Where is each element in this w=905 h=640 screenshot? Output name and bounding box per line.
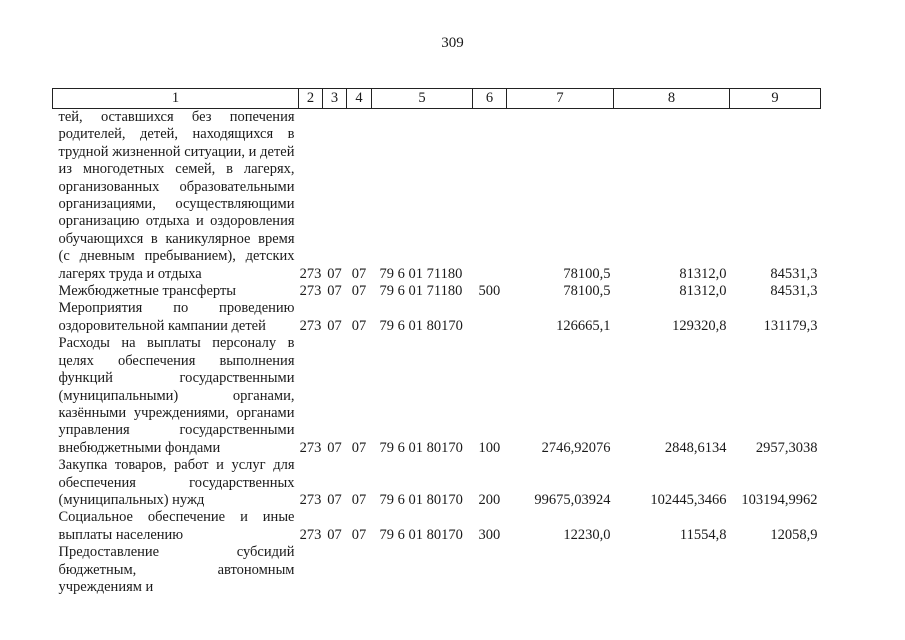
row-amount-year3: 84531,3 <box>770 265 818 282</box>
row-amount-year3: 103194,9962 <box>741 491 818 508</box>
row-grbs: 273 <box>299 283 322 300</box>
row-expense-type <box>473 300 507 335</box>
row-amount-year2: 81312,0 <box>679 283 727 300</box>
row-target-article <box>372 544 473 596</box>
row-grbs: 273 <box>299 317 322 334</box>
row-amount-year3: 12058,9 <box>770 526 818 543</box>
row-amount-year2: 102445,3466 <box>650 491 727 508</box>
row-amount-year1: 99675,03924 <box>534 491 611 508</box>
row-grbs: 273 <box>299 526 322 543</box>
row-amount-year1: 126665,1 <box>556 317 611 334</box>
table-row <box>53 544 821 596</box>
row-section <box>323 544 347 596</box>
column-header-4: 4 <box>347 89 372 109</box>
row-section: 07 <box>327 491 342 508</box>
table-row <box>53 109 821 284</box>
row-expense-type: 200 <box>478 491 501 508</box>
table-row <box>53 335 821 457</box>
row-expense-type: 500 <box>478 283 501 300</box>
column-header-5: 5 <box>372 89 473 109</box>
row-expense-type <box>473 109 507 284</box>
column-header-8: 8 <box>614 89 730 109</box>
row-amount-year2: 2848,6134 <box>664 439 727 456</box>
row-grbs: 273 <box>299 265 322 282</box>
row-target-article: 79 6 01 80170 <box>379 526 463 543</box>
row-subsection: 07 <box>351 526 367 543</box>
row-amount-year2 <box>614 544 730 596</box>
row-name: Расходы на выплаты персоналу в целях обеспечения выполнения функций государственными (муниципальными) органами, казёнными учреждениями, органами управления государственными внебюджетными фондами <box>58 335 295 456</box>
row-section: 07 <box>327 526 342 543</box>
page-number: 309 <box>441 35 464 51</box>
row-amount-year1 <box>507 544 614 596</box>
column-header-6: 6 <box>473 89 507 109</box>
row-name: Мероприятия по проведению оздоровительной кампании детей <box>58 300 295 334</box>
row-amount-year2: 11554,8 <box>679 526 727 543</box>
row-amount-year1: 78100,5 <box>563 265 611 282</box>
column-header-9: 9 <box>730 89 821 109</box>
row-expense-type: 300 <box>478 526 501 543</box>
row-grbs: 273 <box>299 439 322 456</box>
row-name: Межбюджетные трансферты <box>58 283 237 300</box>
row-subsection: 07 <box>351 283 367 300</box>
row-section: 07 <box>327 317 342 334</box>
table-row <box>53 283 821 300</box>
row-amount-year2: 81312,0 <box>679 265 727 282</box>
row-amount-year3: 2957,3038 <box>755 439 818 456</box>
row-section: 07 <box>327 265 342 282</box>
row-amount-year3 <box>730 544 821 596</box>
row-amount-year2: 129320,8 <box>672 317 727 334</box>
row-target-article: 79 6 01 80170 <box>379 491 463 508</box>
row-subsection: 07 <box>351 265 367 282</box>
row-subsection <box>347 544 372 596</box>
header-row <box>53 89 821 109</box>
row-subsection: 07 <box>351 439 367 456</box>
row-subsection: 07 <box>351 491 367 508</box>
row-subsection: 07 <box>351 317 367 334</box>
table-row <box>53 457 821 509</box>
row-expense-type <box>473 544 507 596</box>
row-name: Закупка товаров, работ и услуг для обеспечения государственных (муниципальных) нужд <box>58 457 295 508</box>
row-amount-year1: 78100,5 <box>563 283 611 300</box>
row-name: Социальное обеспечение и иные выплаты населению <box>58 509 295 543</box>
row-grbs: 273 <box>299 491 322 508</box>
column-header-2: 2 <box>299 89 323 109</box>
table-row <box>53 300 821 335</box>
column-header-1: 1 <box>53 89 299 109</box>
row-target-article: 79 6 01 71180 <box>379 283 463 300</box>
row-name: Предоставление субсидий бюджетным, автономным учреждениям и <box>58 544 295 595</box>
row-target-article: 79 6 01 80170 <box>379 439 463 456</box>
column-header-7: 7 <box>507 89 614 109</box>
row-expense-type: 100 <box>478 439 501 456</box>
row-amount-year1: 2746,92076 <box>541 439 611 456</box>
table-row <box>53 509 821 544</box>
row-section: 07 <box>327 283 342 300</box>
budget-table <box>52 88 821 596</box>
column-header-3: 3 <box>323 89 347 109</box>
row-amount-year3: 131179,3 <box>763 317 818 334</box>
row-target-article: 79 6 01 80170 <box>379 317 463 334</box>
row-name: тей, оставшихся без попечения родителей, детей, находящихся в трудной жизненной ситуации, и детей из многодетных семей, в лагерях, организованных образовательными организациями, осуществляющими организацию отдыха и оздоровления обучающихся в каникулярное время (с дневным пребыванием), детских лагерях труда и отдыха <box>58 109 295 282</box>
row-target-article: 79 6 01 71180 <box>379 265 463 282</box>
row-grbs <box>299 544 323 596</box>
row-section: 07 <box>327 439 342 456</box>
row-amount-year3: 84531,3 <box>770 283 818 300</box>
row-amount-year1: 12230,0 <box>563 526 611 543</box>
